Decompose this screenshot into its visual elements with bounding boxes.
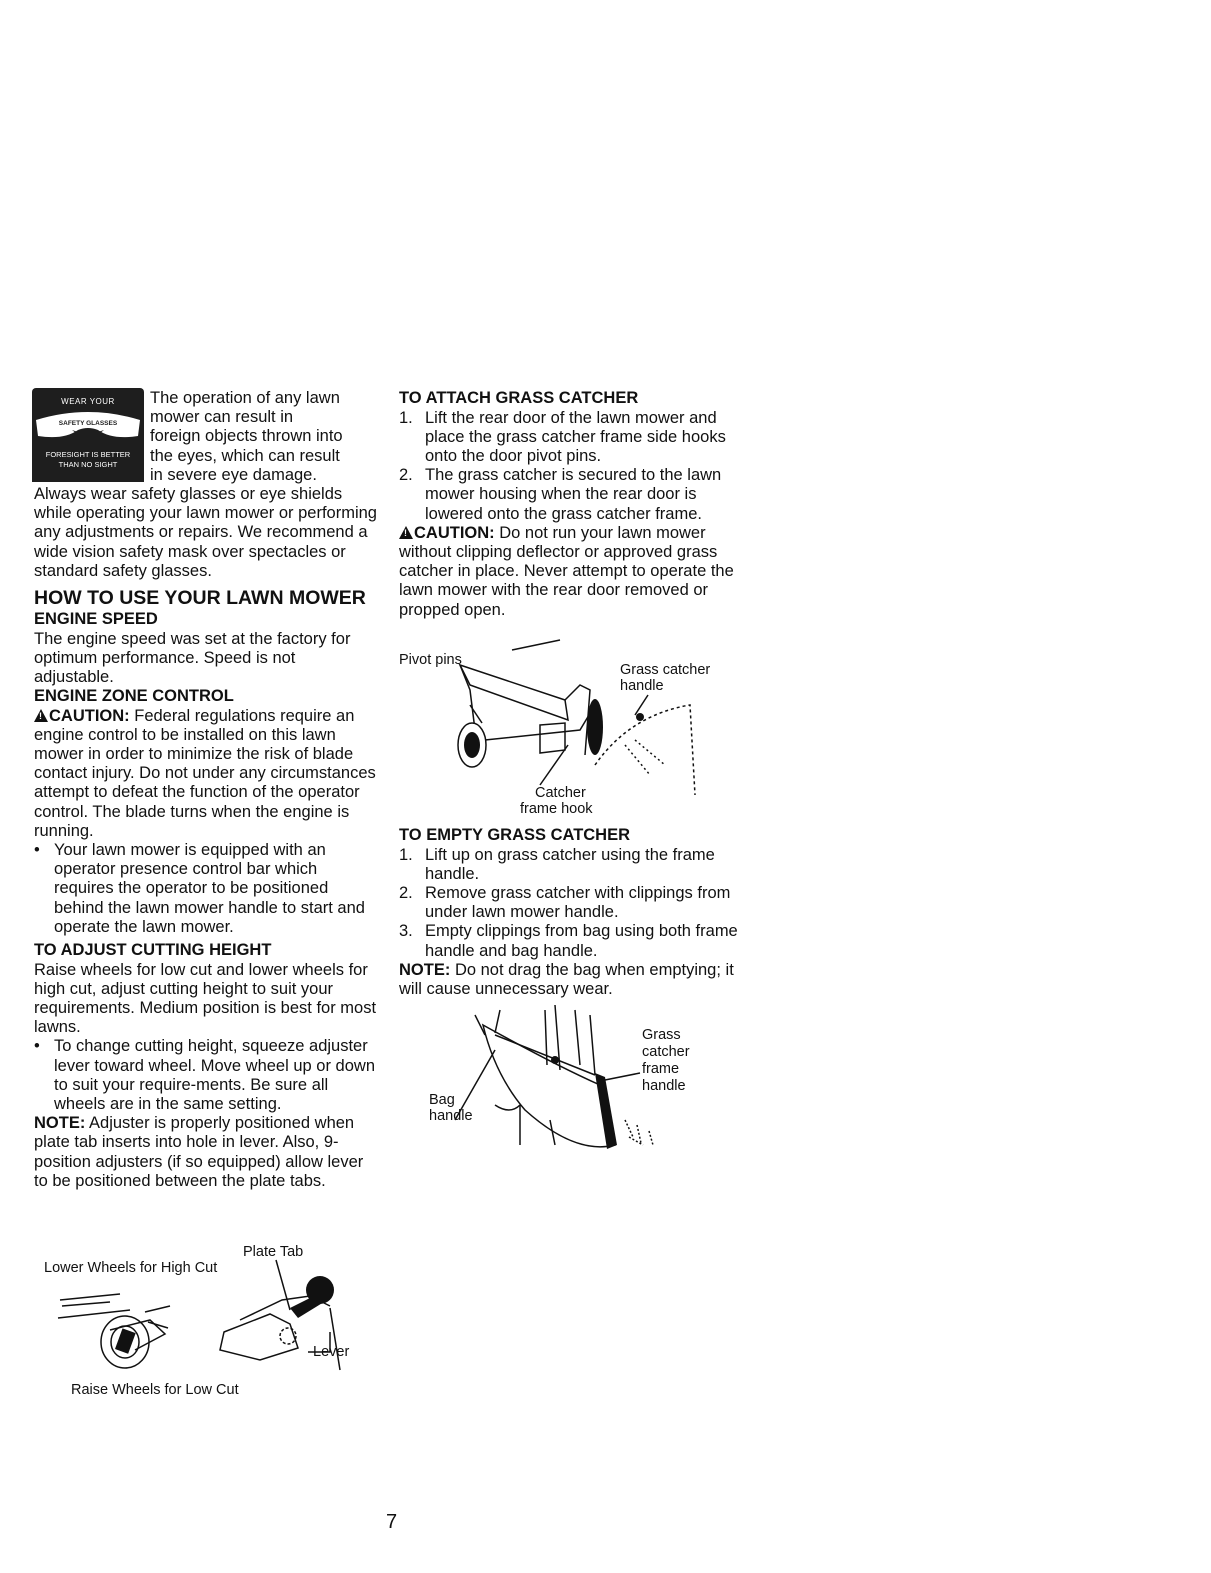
- note-text: Adjuster is properly positioned when plate tab inserts into hole in lever. Also, 9-position adjusters (if so equipped) allow lever to be positioned between the plate tabs.: [34, 1114, 364, 1190]
- bullet-text: Your lawn mower is equipped with an operator presence control bar which requires the operator to be positioned behind the lawn mower handle to start and operate the lawn mower.: [54, 841, 365, 936]
- intro-line: in severe eye damage.: [150, 465, 317, 484]
- engine-zone-heading: ENGINE ZONE CONTROL: [34, 687, 234, 706]
- intro-line: the eyes, which can result: [150, 446, 340, 465]
- engine-speed-text: The engine speed was set at the factory for optimum performance. Speed is not adjustable.: [34, 629, 351, 686]
- caution-text: Do not run your lawn mower without clipping deflector or approved grass catcher in place. Never attempt to operate the lawn mower with the rear door removed or propped open.: [399, 523, 734, 619]
- step-text: Empty clippings from bag using both frame handle and bag handle.: [425, 922, 738, 960]
- step-number: 3.: [399, 922, 413, 941]
- bullet-icon: •: [34, 841, 40, 860]
- note-label: NOTE:: [399, 960, 451, 979]
- step-number: 2.: [399, 883, 413, 902]
- handle-label: handle: [642, 1078, 686, 1094]
- note-text: Do not drag the bag when emptying; it will cause unnecessary wear.: [399, 960, 734, 998]
- step-number: 1.: [399, 408, 413, 427]
- step-text: Remove grass catcher with clippings from under lawn mower handle.: [425, 883, 731, 922]
- badge-top-text: WEAR YOUR: [61, 397, 115, 406]
- cutting-note: [34, 1114, 378, 1191]
- attach-caution: [399, 524, 749, 620]
- intro-lines: [150, 389, 375, 485]
- grass-label: Grass: [642, 1027, 681, 1043]
- step-text: Lift the rear door of the lawn mower and place the grass catcher frame side hooks onto the door pivot pins.: [425, 408, 726, 465]
- cutting-height-bullet: [34, 1037, 378, 1114]
- right-column-top: [399, 389, 749, 620]
- engine-speed-heading: ENGINE SPEED: [34, 610, 158, 629]
- engine-zone-bullet: [34, 841, 378, 937]
- engine-zone-caution: [34, 707, 378, 841]
- attach-step: [399, 466, 749, 524]
- empty-step: [399, 884, 749, 922]
- safety-glasses-icon: [32, 410, 144, 450]
- cutting-height-heading: TO ADJUST CUTTING HEIGHT: [34, 941, 272, 960]
- badge-bottom-text-1: FORESIGHT IS BETTER: [45, 450, 131, 459]
- bag-handle-label: handle: [429, 1108, 473, 1124]
- frame-label: frame: [642, 1061, 680, 1077]
- how-to-use-heading: HOW TO USE YOUR LAWN MOWER: [34, 587, 366, 610]
- intro-line: The operation of any lawn: [150, 389, 340, 407]
- caution-label: CAUTION:: [414, 523, 495, 542]
- bullet-icon: •: [34, 1037, 40, 1056]
- plate-tab-label: Plate Tab: [243, 1244, 304, 1260]
- empty-catcher-illustration: [455, 1005, 695, 1155]
- caution-label: CAUTION:: [49, 706, 130, 725]
- warning-icon: [34, 709, 48, 722]
- page-number: 7: [386, 1511, 398, 1533]
- catcher-label: catcher: [642, 1044, 690, 1060]
- grass-catcher-handle-label-2: handle: [620, 678, 664, 694]
- cutting-height-illustration: [40, 1270, 370, 1380]
- attach-catcher-illustration: [450, 645, 710, 805]
- attach-heading: TO ATTACH GRASS CATCHER: [399, 389, 639, 407]
- lever-label: Lever: [313, 1344, 350, 1360]
- bag-label: Bag: [429, 1092, 455, 1108]
- bullet-text: To change cutting height, squeeze adjuster lever toward wheel. Move wheel up or down to suit your require-ments. Be sure all wheels are in the same setting.: [54, 1037, 376, 1113]
- badge-bottom-text-2: THAN NO SIGHT: [58, 460, 118, 469]
- lower-wheels-label: Lower Wheels for High Cut: [44, 1260, 218, 1276]
- step-text: Lift up on grass catcher using the frame handle.: [425, 845, 715, 883]
- safety-glasses-badge: [32, 388, 144, 482]
- step-number: 2.: [399, 466, 413, 485]
- warning-icon: [399, 526, 413, 539]
- intro-line: foreign objects thrown into: [150, 427, 343, 446]
- left-column: [34, 485, 378, 1191]
- raise-wheels-label: Raise Wheels for Low Cut: [71, 1382, 239, 1398]
- engine-zone-text: Federal regulations require an engine control to be installed on this lawn mower in order to minimize the risk of blade contact injury. Do not under any circumstances attempt to defeat the function of the operator control. The blade turns when the engine is running.: [34, 706, 376, 840]
- catcher-frame-hook-label-1: Catcher: [535, 785, 586, 801]
- cutting-height-text: Raise wheels for low cut and lower wheels for high cut, adjust cutting height to suit your requirements. Medium position is best for most lawns.: [34, 960, 377, 1037]
- grass-catcher-handle-label-1: Grass catcher: [620, 662, 711, 678]
- attach-step: [399, 409, 749, 467]
- right-column-bottom: [399, 826, 749, 999]
- step-number: 1.: [399, 845, 413, 864]
- pivot-pins-label: Pivot pins: [399, 652, 462, 668]
- badge-middle-text: SAFETY GLASSES: [58, 420, 118, 427]
- empty-heading: TO EMPTY GRASS CATCHER: [399, 826, 631, 844]
- empty-note: [399, 961, 749, 999]
- catcher-frame-hook-label-2: frame hook: [520, 801, 593, 817]
- intro-paragraph: Always wear safety glasses or eye shields while operating your lawn mower or performing any adjustments or repairs. We recommend a wide vision safety mask over spectacles or standard safety glasses.: [34, 485, 377, 580]
- step-text: The grass catcher is secured to the lawn mower housing when the rear door is lowered onto the grass catcher frame.: [425, 466, 722, 523]
- empty-step: [399, 922, 749, 960]
- intro-line: mower can result in: [150, 408, 294, 427]
- note-label: NOTE:: [34, 1114, 86, 1133]
- empty-step: [399, 846, 749, 884]
